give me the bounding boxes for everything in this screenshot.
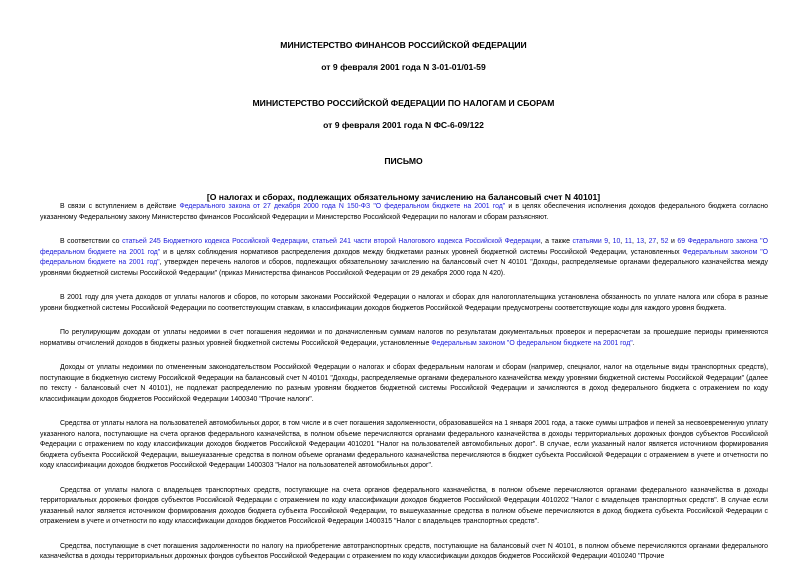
paragraph-text: , [608, 238, 613, 245]
paragraph-text: и в целях обеспечения исполнения доходов федерального бюджета согласно указанному Федеральному закону Министерство финансов Российской Федерации и Министерство Российской Федерации по налогам и сборам разъясняют. [40, 203, 768, 221]
paragraph [40, 419, 768, 472]
issuer-ministry-taxes: МИНИСТЕРСТВО РОССИЙСКОЙ ФЕДЕРАЦИИ ПО НАЛОГАМ И СБОРАМ [252, 98, 555, 108]
paragraph-text: Доходы от уплаты недоимки по отмененным законодательством Российской Федерации о налогах и сборах федеральным налогам и сборам (например, спецналог, налог на отдельные виды транспортных средств), поступающие в бюджетную систему Российской Федерации на балансовый счет N 40101 "Доходы, распределяемые органами федерального казначейства между уровнями бюджетной системы Российской Федерации" (далее по тексту - балансовый счет N 40101), не подлежат распределению по разным уровням бюджетов бюджетной системы Российской Федерации и зачисляются в доход федерального бюджета с отражением по коду классификации доходов бюджетов Российской Федерации 1400340 "Прочие налоги". [40, 364, 768, 403]
document-link[interactable]: 69 Федерального закона "О федеральном бюджете на 2001 год" [40, 238, 768, 256]
issuer-taxes-date-number: от 9 февраля 2001 года N ФС-6-09/122 [323, 120, 484, 130]
paragraph-text: , [656, 238, 661, 245]
document-link[interactable]: Федерального закона от 27 декабря 2000 года N 150-ФЗ "О федеральном бюджете на 2001 год" [179, 203, 506, 210]
document-link[interactable]: статьей 241 части второй Налогового кодекса Российской Федерации [312, 238, 541, 245]
paragraph-text: В соответствии со [60, 238, 123, 245]
document-link[interactable]: 27 [648, 238, 657, 245]
document-title: [О налогах и сборах, подлежащих обязательному зачислению на балансовый счет N 40101] [206, 192, 601, 202]
paragraph-text: , а также [540, 238, 573, 245]
paragraph-text: По регулирующим доходам от уплаты недоимки в счет погашения недоимки и по доначисленным суммам налогов по результатам документальных проверок и перерасчетам за прошедшие периоды применяются нормативы отчислений доходов в бюджеты разных уровней бюджетной системы Российской Федерации, установленные [40, 329, 768, 347]
paragraph-text: , [307, 238, 313, 245]
document-body [40, 202, 768, 571]
paragraph-text: Средства от уплаты налога с владельцев транспортных средств, поступающие на счета органов федерального казначейства, в полном объеме перечисляются органами федерального казначейства в доходы территориальных дорожных фондов субъектов Российской Федерации с отражением по коду классификации доходов бюджетов Российской Федерации 4010202 "Налог с владельцев транспортных средств". В случае если указанный налог является источником формирования доходов бюджета субъекта Российской Федерации, то вышеуказанные средства в полном объеме перечисляются в доход бюджета субъекта Российской Федерации с отражением в учете и отчетности по коду классификации доходов бюджетов Российской Федерации 1400315 "Налог с владельцев транспортных средств". [40, 486, 768, 525]
document-link[interactable]: Федеральным законом "О федеральном бюджете на 2001 год" [431, 339, 633, 347]
paragraph-text: , [620, 238, 625, 245]
paragraph-text: В 2001 году для учета доходов от уплаты налогов и сборов, по которым законами Российской Федерации о налогах и сборах для налогоплательщика установлена обязанность по уплате налога или сбора в разные уровни бюджетной системы Российской Федерации по соответствующим ставкам, в классификации доходов бюджетов Российской Федерации предусмотрены соответствующие коды для каждого уровня бюджета. [40, 294, 768, 312]
document-header [0, 40, 807, 214]
document-link[interactable]: 10 [612, 238, 621, 245]
paragraph [40, 202, 768, 223]
document-type: ПИСЬМО [384, 156, 423, 166]
paragraph-text: . [632, 339, 635, 347]
paragraph [40, 328, 768, 349]
paragraph [40, 363, 768, 405]
document-link[interactable]: 52 [660, 238, 669, 245]
paragraph [40, 237, 768, 279]
paragraph [40, 486, 768, 528]
paragraph [40, 542, 768, 563]
document-link[interactable]: статьей 245 Бюджетного кодекса Российской Федерации [122, 238, 308, 245]
paragraph-text: , [631, 238, 637, 245]
paragraph [40, 293, 768, 314]
paragraph-text: и [668, 238, 678, 245]
document-link[interactable]: 13 [636, 238, 645, 245]
paragraph-text: , [644, 238, 649, 245]
paragraph-text: Средства, поступающие в счет погашения задолженности по налогу на приобретение автотранспортных средств, поступающие на балансовый счет N 40101, в полном объеме перечисляются органами федерального казначейства в доходы территориальных дорожных фондов субъектов Российской Федерации с отражением по коду классификации доходов бюджетов Российской Федерации 4010240 "Прочие [40, 542, 768, 560]
document-link[interactable]: статьями 9 [572, 238, 609, 245]
paragraph-text: В связи с вступлением в действие [60, 203, 180, 210]
paragraph-text: , утвержден перечень налогов и сборов, подлежащих обязательному зачислению на балансовый счет N 40101 "Доходы, распределяемые органами федерального казначейства между уровнями бюджетной системы Российской Федерации" (приказ Министерства финансов Российской Федерации от 29 декабря 2000 года N 420). [40, 259, 768, 277]
issuer-finance-date-number: от 9 февраля 2001 года N 3-01-01/01-59 [321, 62, 486, 72]
paragraph-text: и в целях соблюдения нормативов распределения доходов между бюджетами разных уровней бюджетной системы Российской Федерации, установленных [160, 248, 683, 256]
document-link[interactable]: 11 [624, 238, 632, 245]
issuer-ministry-finance: МИНИСТЕРСТВО ФИНАНСОВ РОССИЙСКОЙ ФЕДЕРАЦИИ [280, 40, 527, 50]
paragraph-text: Средства от уплаты налога на пользователей автомобильных дорог, в том числе и в счет погашения задолженности, образовавшейся на 1 января 2001 года, а также суммы штрафов и пеней за несвоевременную уплату указанного налога, поступающие на счета органов федерального казначейства, в полном объеме перечисляются органами федерального казначейства в доходы территориальных дорожных фондов субъектов Российской Федерации с отражением по коду классификации доходов бюджетов Российской Федерации 4010201 "Налог на пользователей автомобильных дорог". В случае, если указанный налог является источником формирования бюджета субъекта Российской Федерации, вышеуказанные средства в полном объеме органами федерального казначейства перечисляются в бюджет субъекта Российской Федерации с отражением в учете и отчетности по коду классификации доходов бюджетов Российской Федерации 1400303 "Налог на пользователей автомобильных дорог". [40, 420, 768, 469]
document-link[interactable]: Федеральным законом "О федеральном бюджете на 2001 год" [40, 248, 768, 266]
